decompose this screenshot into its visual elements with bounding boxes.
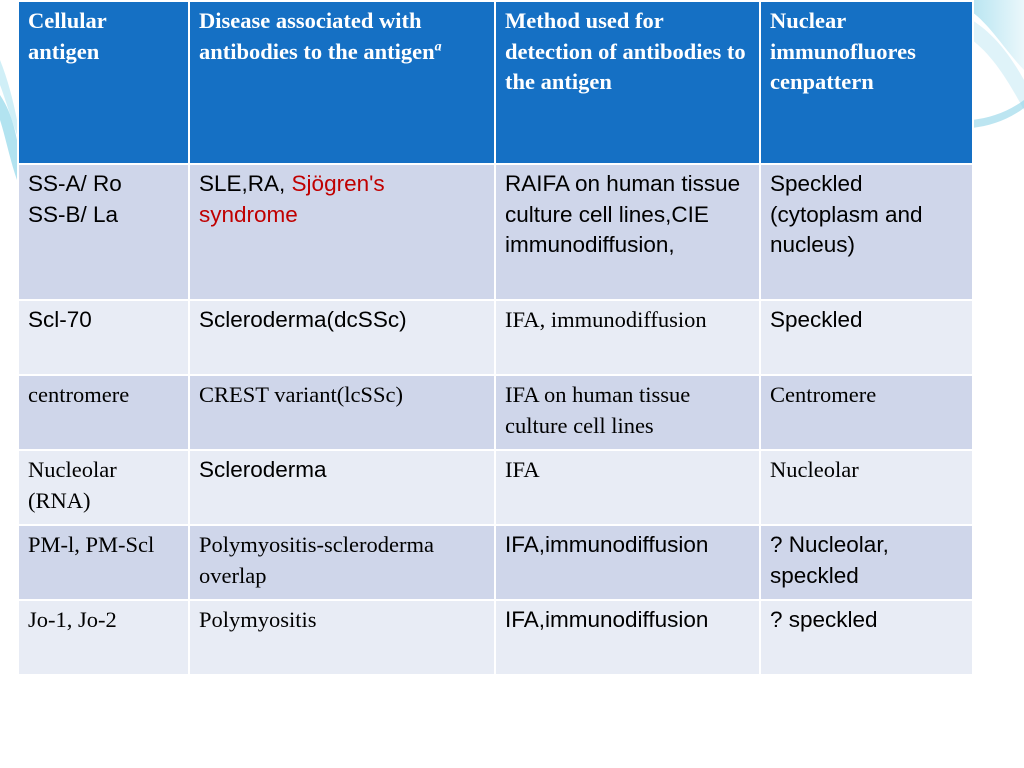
header-disease: Disease associated with antibodies to the antigen$^a$ — [189, 1, 495, 164]
table-row — [18, 450, 973, 525]
cell-disease: Polymyositis-scleroderma overlap — [189, 525, 495, 600]
cell-disease: Scleroderma(dcSSc) — [189, 300, 495, 375]
cell-pattern: Speckled (cytoplasm and nucleus) — [760, 164, 973, 300]
cell-disease: Polymyositis — [189, 600, 495, 675]
cell-pattern: Centromere — [760, 375, 973, 450]
cell-method: RAIFA on human tissue culture cell lines,CIE immunodiffusion, — [495, 164, 760, 300]
table-header-row — [18, 1, 973, 164]
cell-disease: SLE,RA, Sjögren's syndrome — [189, 164, 495, 300]
cell-method: IFA,immunodiffusion — [495, 525, 760, 600]
highlighted-disease: Sjögren's syndrome — [199, 171, 385, 227]
antigen-table — [17, 0, 974, 676]
cell-method: IFA — [495, 450, 760, 525]
cell-antigen: SS-A/ Ro SS-B/ La — [18, 164, 189, 300]
header-immunofluorescence-pattern: Nuclear immunofluores cenpattern — [760, 1, 973, 164]
table-row — [18, 300, 973, 375]
footnote-marker: a — [434, 39, 442, 54]
table-row — [18, 600, 973, 675]
header-detection-method: Method used for detection of antibodies to the antigen — [495, 1, 760, 164]
cell-antigen: Scl-70 — [18, 300, 189, 375]
header-cellular-antigen: Cellular antigen — [18, 1, 189, 164]
cell-disease: Scleroderma — [189, 450, 495, 525]
cell-antigen: Nucleolar (RNA) — [18, 450, 189, 525]
cell-method: IFA, immunodiffusion — [495, 300, 760, 375]
cell-method: IFA on human tissue culture cell lines — [495, 375, 760, 450]
table-row — [18, 375, 973, 450]
cell-pattern: Speckled — [760, 300, 973, 375]
table-row — [18, 164, 973, 300]
cell-disease: CREST variant(lcSSc) — [189, 375, 495, 450]
table-row — [18, 525, 973, 600]
cell-pattern: ? speckled — [760, 600, 973, 675]
cell-method: IFA,immunodiffusion — [495, 600, 760, 675]
cell-antigen: PM-l, PM-Scl — [18, 525, 189, 600]
cell-pattern: Nucleolar — [760, 450, 973, 525]
cell-antigen: centromere — [18, 375, 189, 450]
cell-antigen: Jo-1, Jo-2 — [18, 600, 189, 675]
cell-pattern: ? Nucleolar, speckled — [760, 525, 973, 600]
